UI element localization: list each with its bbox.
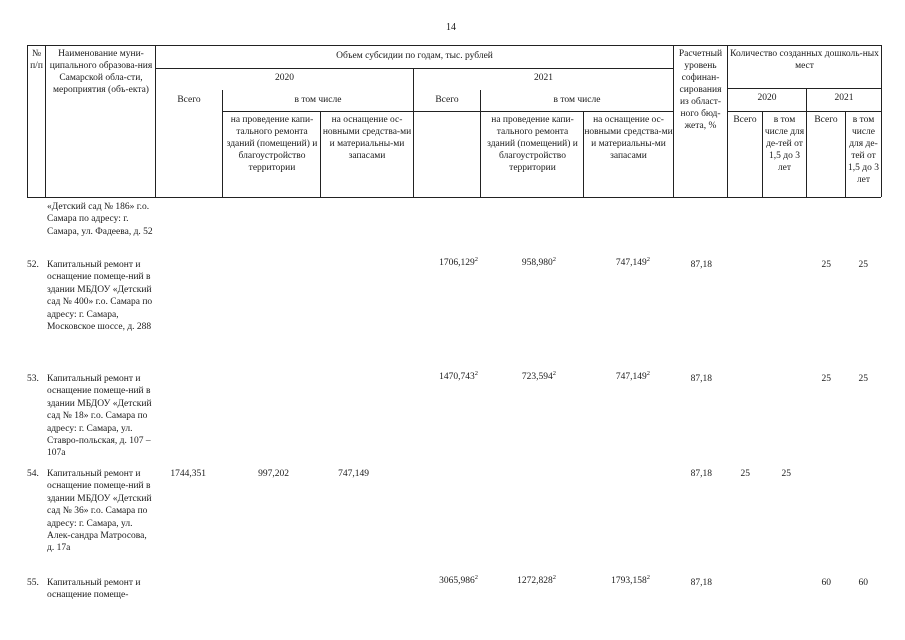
row-name: Капитальный ремонт и оснащение помеще-ний в здании МБДОУ «Детский сад № 36» г.о. Самара по адресу: г. Самара, ул. Алек-сандра Матросова, д. 17а bbox=[47, 469, 152, 554]
places-total-2021: 25 bbox=[821, 260, 831, 270]
row-no: 52. bbox=[27, 260, 39, 270]
header-repair-2021: на проведение капи-тального ремонта зданий (помещений) и благоустройство территории bbox=[487, 115, 578, 173]
total-2021: 1706,129$^2$ bbox=[439, 255, 478, 268]
header-places: Количество созданных дошколь-ных мест bbox=[730, 49, 879, 71]
header-places-total-2021: Всего bbox=[814, 115, 838, 125]
header-places-2021: 2021 bbox=[834, 93, 854, 103]
header-subsidy: Объем субсидии по годам, тыс. рублей bbox=[336, 51, 493, 61]
header-equip-2020: на оснащение ос-новными средства-ми и материальны-ми запасами bbox=[322, 115, 412, 161]
places-incl-2021: 25 bbox=[858, 260, 868, 270]
row-no: 55. bbox=[27, 578, 39, 588]
row-name: Капитальный ремонт и оснащение помеще-ний в здании МБДОУ «Детский сад № 18» г.о. Самара по адресу: г. Самара, ул. Ставро-польская, д. 107 – 107а bbox=[47, 374, 152, 459]
places-total-2021: 25 bbox=[821, 374, 831, 384]
equip-2020: 747,149 bbox=[338, 469, 369, 479]
header-places-incl-2020: в том числе для де-тей от 1,5 до 3 лет bbox=[764, 115, 805, 173]
table-header bbox=[0, 0, 905, 200]
header-places-incl-2021: в том числе для де-тей от 1,5 до 3 лет bbox=[848, 115, 879, 185]
cofin: 87,18 bbox=[690, 578, 712, 588]
row-no: 53. bbox=[27, 374, 39, 384]
repair-2021: 958,980$^2$ bbox=[521, 255, 556, 268]
row-no: 54. bbox=[27, 469, 39, 479]
header-cofin: Расчетный уровень софинан-сирования из област-ного бюд-жета, % bbox=[678, 49, 723, 131]
places-total-2021: 60 bbox=[821, 578, 831, 588]
equip-2021: 747,149$^2$ bbox=[615, 369, 650, 382]
row-name: Капитальный ремонт и оснащение помеще-ний в здании МБДОУ «Детский сад № 400» г.о. Самара по адресу: г. Самара, Московское шоссе, д. 288 bbox=[47, 260, 153, 333]
row-name: «Детский сад № 186» г.о. Самара по адресу: г. Самара, ул. Фадеева, д. 52 bbox=[47, 202, 153, 237]
equip-2021: 1793,158$^2$ bbox=[611, 573, 650, 586]
header-places-total-2020: Всего bbox=[733, 115, 757, 125]
header-incl-2021: в том числе bbox=[553, 95, 601, 105]
header-no: № п/п bbox=[30, 49, 43, 71]
places-total-2020: 25 bbox=[740, 469, 750, 479]
total-2021: 1470,743$^2$ bbox=[439, 369, 478, 382]
header-total-2020: Всего bbox=[177, 95, 201, 105]
repair-2021: 723,594$^2$ bbox=[521, 369, 556, 382]
header-repair-2020: на проведение капи-тального ремонта зданий (помещений) и благоустройство территории bbox=[226, 115, 318, 173]
row-name: Капитальный ремонт и оснащение помеще- bbox=[47, 578, 141, 601]
total-2021: 3065,986$^2$ bbox=[439, 573, 478, 586]
header-name: Наименование муни-ципального образова-ния Самарской обла-сти, мероприятия (объ-екта) bbox=[49, 49, 153, 95]
places-incl-2020: 25 bbox=[781, 469, 791, 479]
header-total-2021: Всего bbox=[435, 95, 459, 105]
cofin: 87,18 bbox=[690, 260, 712, 270]
total-2020: 1744,351 bbox=[170, 469, 206, 479]
cofin: 87,18 bbox=[690, 469, 712, 479]
header-places-2020: 2020 bbox=[757, 93, 777, 103]
header-equip-2021: на оснащение ос-новными средства-ми и материальны-ми запасами bbox=[584, 115, 673, 161]
header-year-2020: 2020 bbox=[275, 73, 294, 83]
places-incl-2021: 60 bbox=[858, 578, 868, 588]
repair-2020: 997,202 bbox=[258, 469, 289, 479]
header-incl-2020: в том числе bbox=[294, 95, 342, 105]
repair-2021: 1272,828$^2$ bbox=[517, 573, 556, 586]
places-incl-2021: 25 bbox=[858, 374, 868, 384]
cofin: 87,18 bbox=[690, 374, 712, 384]
page-number: 14 bbox=[446, 22, 456, 33]
header-year-2021: 2021 bbox=[534, 73, 553, 83]
equip-2021: 747,149$^2$ bbox=[615, 255, 650, 268]
